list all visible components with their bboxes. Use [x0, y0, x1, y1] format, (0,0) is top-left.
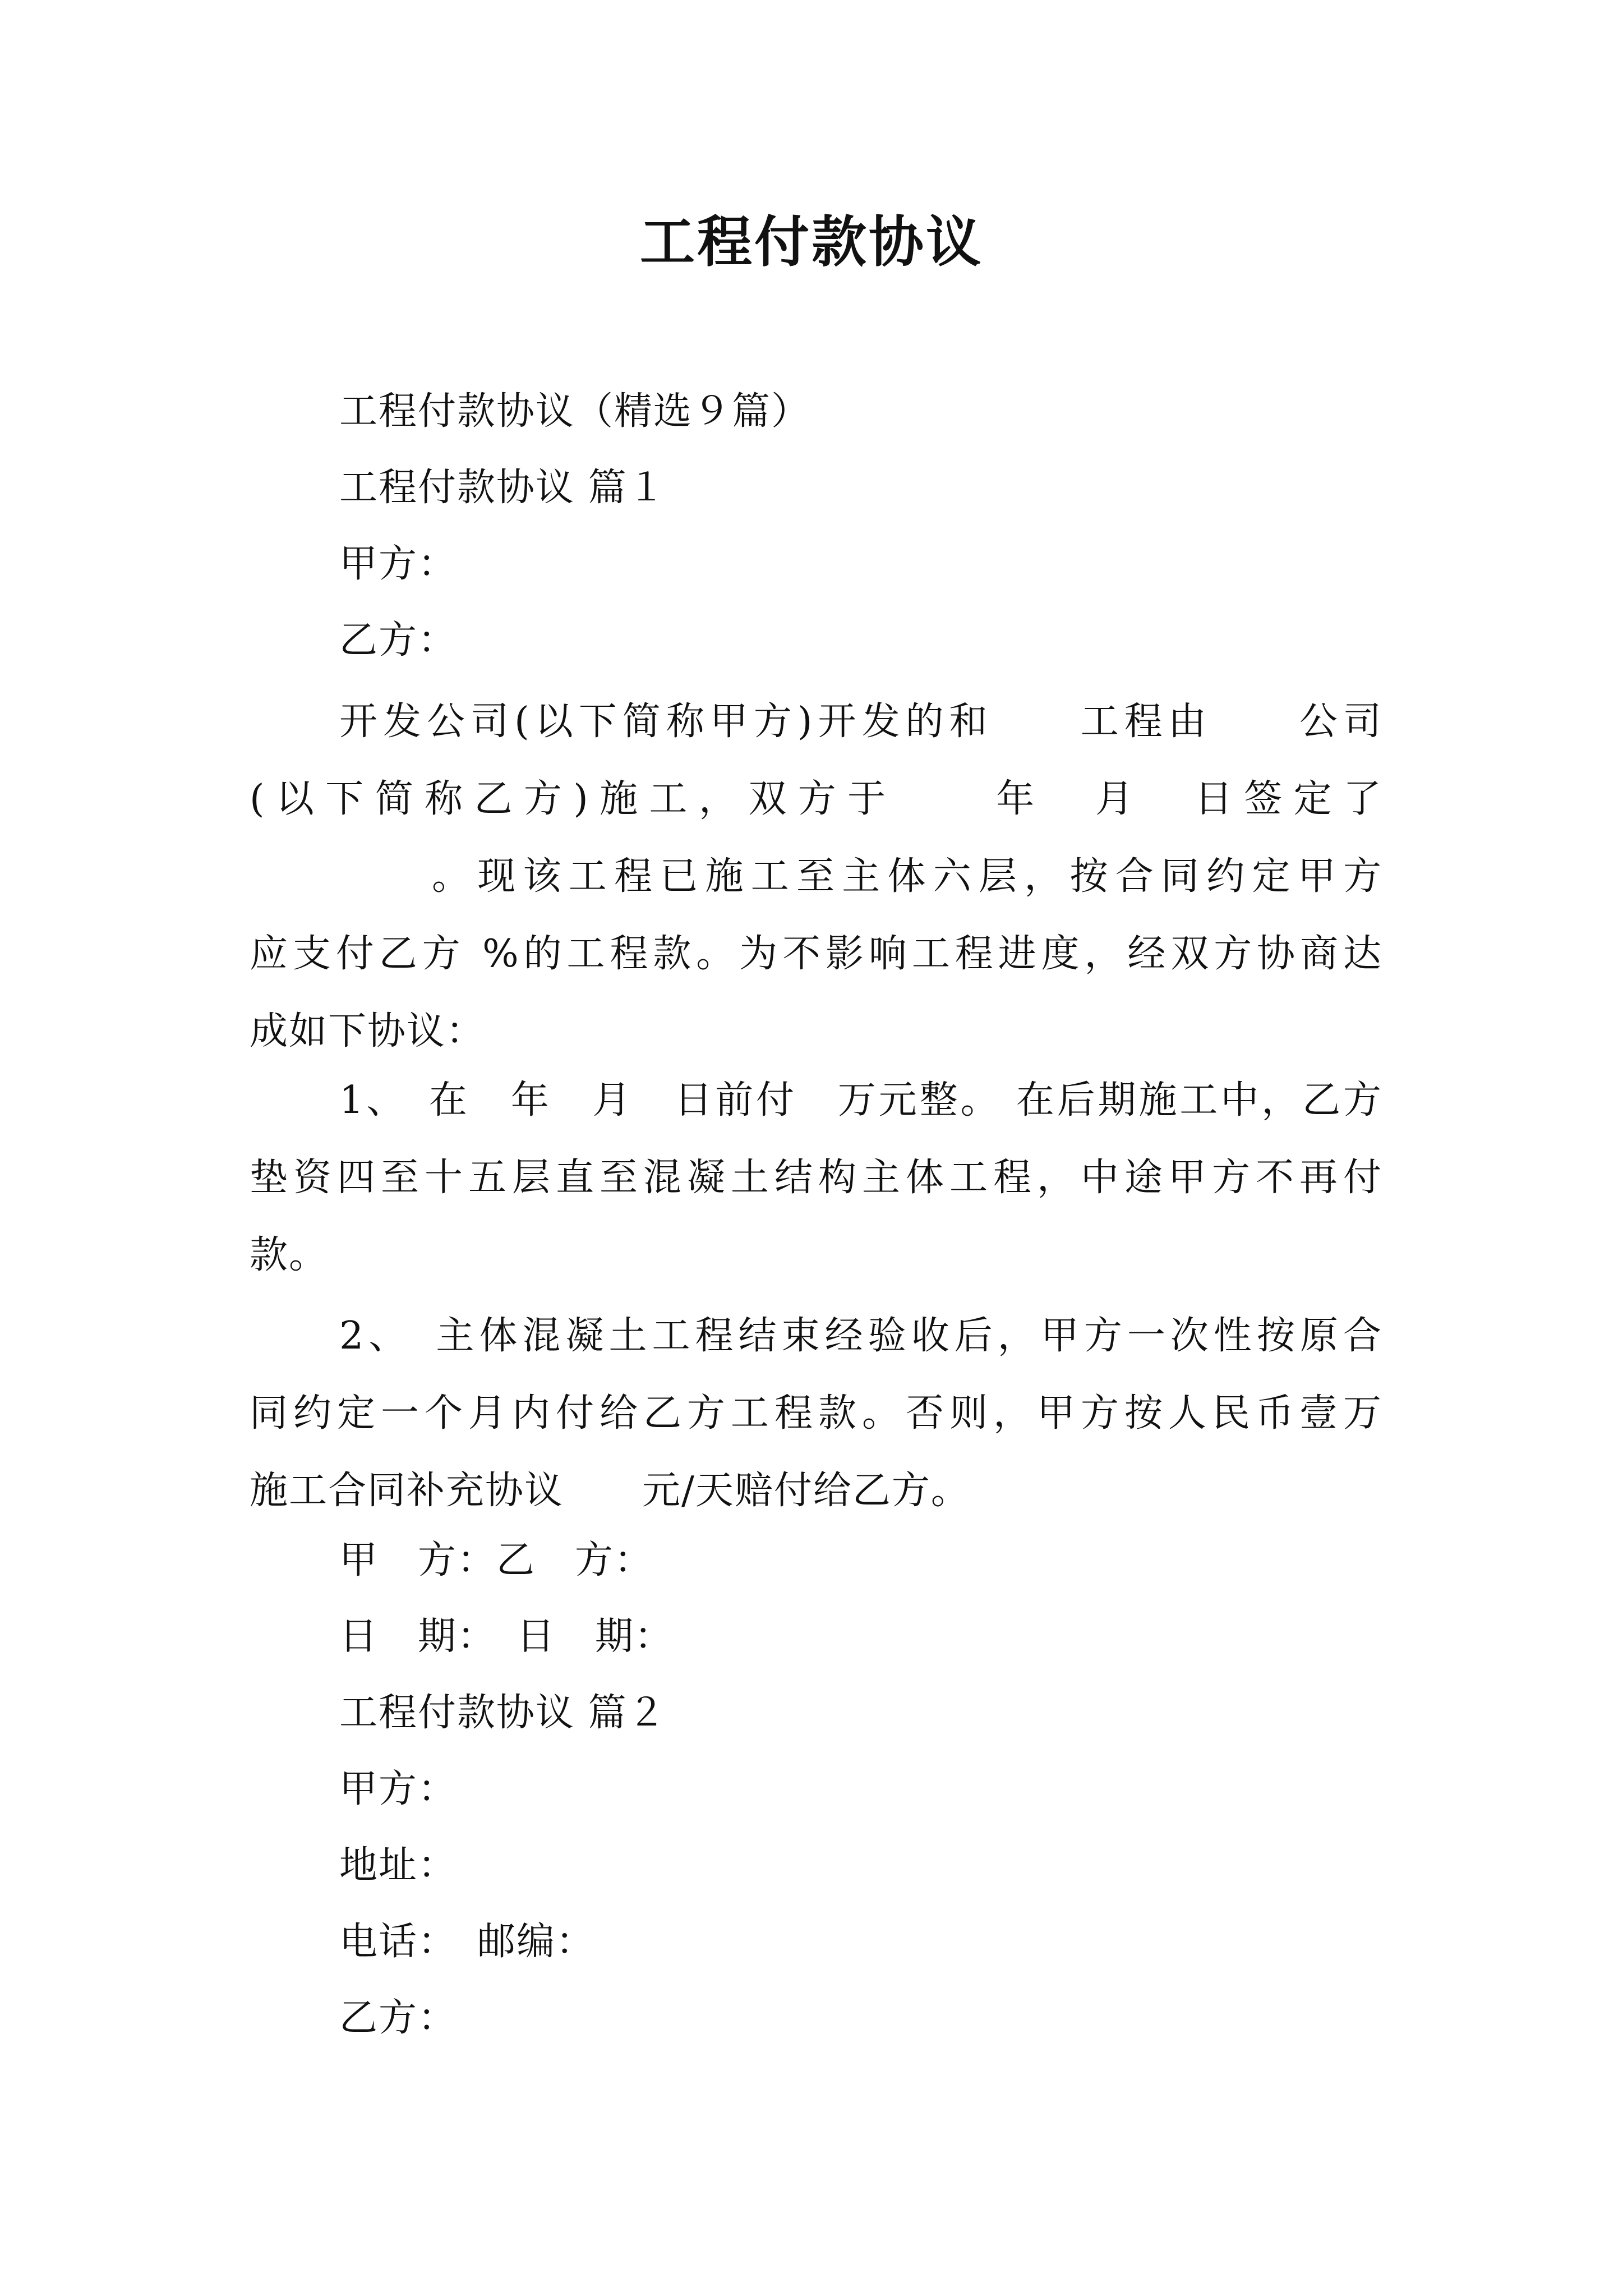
article-2-party-b: 乙方：	[339, 1996, 458, 2040]
paragraph-line: 应支付乙方 %的工程款。为不影响工程进度，经双方协商达	[250, 932, 1382, 976]
paragraph-line: 款。	[250, 1233, 329, 1277]
article-1-heading: 工程付款协议 篇１	[339, 466, 667, 510]
paragraph-line: (以下简称乙方)施工，双方于 年 月 日签定了	[250, 777, 1382, 821]
paragraph-line: 垫资四至十五层直至混凝土结构主体工程，中途甲方不再付	[250, 1156, 1382, 1200]
article-1-party-a: 甲方：	[339, 542, 458, 586]
article-2-address: 地址：	[339, 1843, 458, 1888]
paragraph-line: 施工合同补充协议 元/天赔付给乙方。	[250, 1469, 970, 1513]
selected-heading: 工程付款协议（精选９篇）	[339, 389, 811, 434]
paragraph-line: 1、 在 年 月 日前付 万元整。 在后期施工中，乙方	[339, 1078, 1382, 1122]
paragraph-line: 。现该工程已施工至主体六层，按合同约定甲方	[250, 854, 1382, 899]
paragraph-line: 2、 主体混凝土工程结束经验收后，甲方一次性按原合	[339, 1314, 1382, 1358]
paragraph-line: 开发公司(以下简称甲方)开发的和 工程由 公司	[339, 700, 1382, 744]
article-2-phone-zip: 电话： 邮编：	[339, 1920, 596, 1964]
article-1-clause-1	[250, 1062, 1382, 1294]
article-1-party-b: 乙方：	[339, 618, 458, 662]
signature-parties: 甲 方：乙 方：	[339, 1538, 654, 1582]
paragraph-line: 成如下协议：	[250, 1009, 486, 1053]
article-1-clause-2	[250, 1297, 1382, 1530]
article-2-heading: 工程付款协议 篇２	[339, 1691, 667, 1735]
document-title: 工程付款协议	[639, 210, 983, 274]
article-1-intro-paragraph	[250, 683, 1382, 1070]
signature-dates: 日 期： 日 期：	[339, 1614, 674, 1659]
paragraph-line: 同约定一个月内付给乙方工程款。否则，甲方按人民币壹万	[250, 1391, 1382, 1435]
article-2-party-a: 甲方：	[339, 1767, 458, 1811]
